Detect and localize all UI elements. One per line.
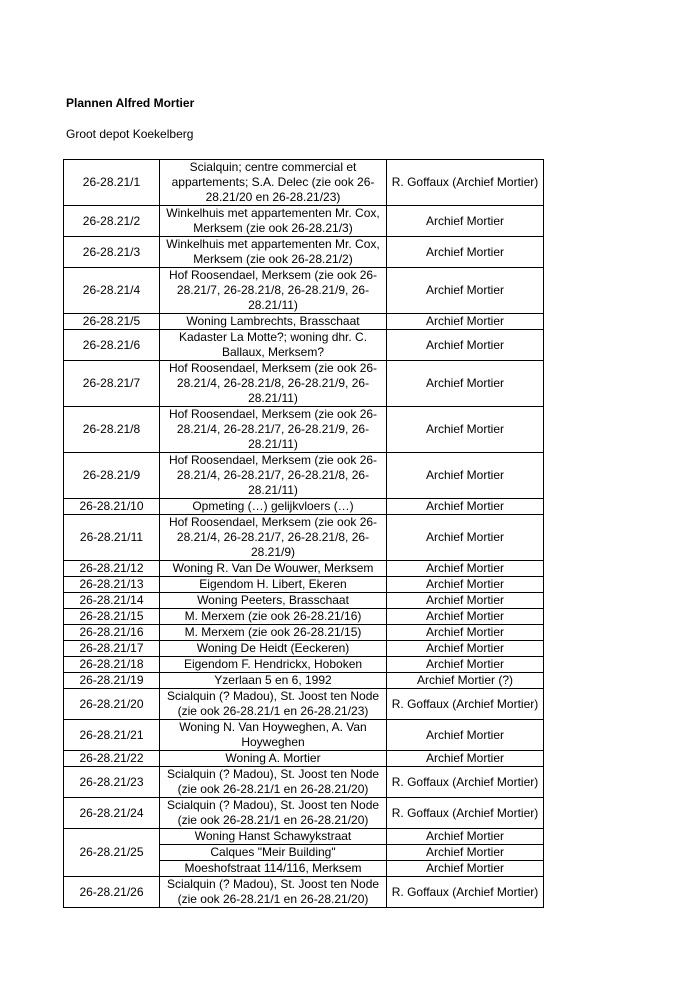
plan-description: M. Merxem (zie ook 26-28.21/16) (160, 609, 387, 625)
table-row (64, 767, 544, 798)
page-subtitle: Groot depot Koekelberg (66, 127, 194, 141)
plan-code: 26-28.21/21 (64, 720, 160, 751)
plan-code: 26-28.21/1 (64, 160, 160, 206)
plan-code: 26-28.21/20 (64, 689, 160, 720)
plan-code: 26-28.21/25 (64, 829, 160, 877)
plan-description: Scialquin (? Madou), St. Joost ten Node (zie ook 26-28.21/1 en 26-28.21/23) (160, 689, 387, 720)
plan-description: Winkelhuis met appartementen Mr. Cox, Merksem (zie ook 26-28.21/3) (160, 206, 387, 237)
plan-code: 26-28.21/26 (64, 877, 160, 908)
plan-code: 26-28.21/6 (64, 330, 160, 361)
table-row (64, 689, 544, 720)
table-row (64, 361, 544, 407)
plan-description (160, 829, 387, 877)
plan-archive: Archief Mortier (387, 609, 544, 625)
plan-description: Hof Roosendael, Merksem (zie ook 26-28.21/4, 26-28.21/7, 26-28.21/8, 26-28.21/9) (160, 515, 387, 561)
page-title: Plannen Alfred Mortier (66, 96, 195, 110)
plan-code: 26-28.21/22 (64, 751, 160, 767)
table-row (64, 798, 544, 829)
plan-archive: R. Goffaux (Archief Mortier) (387, 767, 544, 798)
plan-code: 26-28.21/19 (64, 673, 160, 689)
plan-archive: Archief Mortier (387, 268, 544, 314)
plan-archive: Archief Mortier (387, 499, 544, 515)
plan-code: 26-28.21/4 (64, 268, 160, 314)
plan-code: 26-28.21/14 (64, 593, 160, 609)
plan-code: 26-28.21/3 (64, 237, 160, 268)
table-row (64, 206, 544, 237)
plan-archive: R. Goffaux (Archief Mortier) (387, 160, 544, 206)
plan-code: 26-28.21/8 (64, 407, 160, 453)
plan-archive: Archief Mortier (387, 641, 544, 657)
plan-archive: Archief Mortier (387, 720, 544, 751)
plan-code: 26-28.21/11 (64, 515, 160, 561)
plan-description: Woning R. Van De Wouwer, Merksem (160, 561, 387, 577)
plan-archive: Archief Mortier (387, 206, 544, 237)
plan-description-line: Calques "Meir Building" (160, 845, 386, 861)
table-row (64, 593, 544, 609)
table-row (64, 453, 544, 499)
plan-description: Woning De Heidt (Eeckeren) (160, 641, 387, 657)
plan-code: 26-28.21/17 (64, 641, 160, 657)
plan-archive: Archief Mortier (387, 330, 544, 361)
plan-code: 26-28.21/9 (64, 453, 160, 499)
plan-archive: Archief Mortier (387, 361, 544, 407)
plan-code: 26-28.21/2 (64, 206, 160, 237)
table-row (64, 877, 544, 908)
plan-archive: Archief Mortier (387, 314, 544, 330)
table-row (64, 407, 544, 453)
plan-description: Hof Roosendael, Merksem (zie ook 26-28.21/4, 26-28.21/7, 26-28.21/9, 26-28.21/11) (160, 407, 387, 453)
table-row (64, 720, 544, 751)
plan-code: 26-28.21/13 (64, 577, 160, 593)
plan-description: M. Merxem (zie ook 26-28.21/15) (160, 625, 387, 641)
table-row (64, 657, 544, 673)
plan-description: Woning A. Mortier (160, 751, 387, 767)
plan-archive-line: Archief Mortier (387, 845, 543, 861)
table-row (64, 314, 544, 330)
table-row (64, 625, 544, 641)
plan-description: Scialquin (? Madou), St. Joost ten Node (zie ook 26-28.21/1 en 26-28.21/20) (160, 877, 387, 908)
plan-archive: Archief Mortier (387, 577, 544, 593)
plan-archive: Archief Mortier (387, 515, 544, 561)
plan-description: Kadaster La Motte?; woning dhr. C. Ballaux, Merksem? (160, 330, 387, 361)
table-row (64, 499, 544, 515)
plan-code: 26-28.21/12 (64, 561, 160, 577)
table-row (64, 673, 544, 689)
plan-code: 26-28.21/15 (64, 609, 160, 625)
table-row (64, 641, 544, 657)
plan-archive: Archief Mortier (387, 625, 544, 641)
plan-description: Hof Roosendael, Merksem (zie ook 26-28.21/4, 26-28.21/7, 26-28.21/8, 26-28.21/11) (160, 453, 387, 499)
plans-table (63, 159, 544, 908)
plan-archive: Archief Mortier (387, 407, 544, 453)
plan-archive: R. Goffaux (Archief Mortier) (387, 689, 544, 720)
table-row (64, 515, 544, 561)
plan-archive-line: Archief Mortier (425, 861, 505, 875)
plan-description: Eigendom H. Libert, Ekeren (160, 577, 387, 593)
table-row (64, 609, 544, 625)
plan-code: 26-28.21/18 (64, 657, 160, 673)
table-row (64, 751, 544, 767)
plan-archive-line: Archief Mortier (387, 829, 543, 845)
table-row (64, 237, 544, 268)
plan-description-line: Moeshofstraat 114/116, Merksem (184, 861, 362, 875)
table-row (64, 330, 544, 361)
plan-code: 26-28.21/16 (64, 625, 160, 641)
plan-description: Scialquin (? Madou), St. Joost ten Node (zie ook 26-28.21/1 en 26-28.21/20) (160, 798, 387, 829)
plan-archive: Archief Mortier (387, 453, 544, 499)
plan-archive: Archief Mortier (387, 751, 544, 767)
plan-description: Scialquin (? Madou), St. Joost ten Node (zie ook 26-28.21/1 en 26-28.21/20) (160, 767, 387, 798)
plans-table-body (64, 160, 544, 908)
plan-description: Woning N. Van Hoyweghen, A. Van Hoyweghen (160, 720, 387, 751)
plan-description-line: Woning Hanst Schawykstraat (160, 829, 386, 845)
plan-description: Yzerlaan 5 en 6, 1992 (160, 673, 387, 689)
plan-description: Hof Roosendael, Merksem (zie ook 26-28.21/4, 26-28.21/8, 26-28.21/9, 26-28.21/11) (160, 361, 387, 407)
plan-archive: Archief Mortier (387, 561, 544, 577)
plan-archive: Archief Mortier (387, 237, 544, 268)
plan-description: Winkelhuis met appartementen Mr. Cox, Merksem (zie ook 26-28.21/2) (160, 237, 387, 268)
plan-description: Woning Peeters, Brasschaat (160, 593, 387, 609)
table-row (64, 577, 544, 593)
plan-description: Opmeting (…) gelijkvloers (…) (160, 499, 387, 515)
plan-description: Scialquin; centre commercial et appartements; S.A. Delec (zie ook 26-28.21/20 en 26-28.21/23) (160, 160, 387, 206)
plan-archive: R. Goffaux (Archief Mortier) (387, 798, 544, 829)
plan-archive: Archief Mortier (387, 593, 544, 609)
plan-description: Eigendom F. Hendrickx, Hoboken (160, 657, 387, 673)
plan-archive: Archief Mortier (387, 657, 544, 673)
table-row (64, 829, 544, 877)
plan-code: 26-28.21/10 (64, 499, 160, 515)
plan-archive: R. Goffaux (Archief Mortier) (387, 877, 544, 908)
plan-code: 26-28.21/23 (64, 767, 160, 798)
plan-code: 26-28.21/24 (64, 798, 160, 829)
plan-description: Hof Roosendael, Merksem (zie ook 26-28.21/7, 26-28.21/8, 26-28.21/9, 26-28.21/11) (160, 268, 387, 314)
plan-description: Woning Lambrechts, Brasschaat (160, 314, 387, 330)
plan-code: 26-28.21/5 (64, 314, 160, 330)
table-row (64, 561, 544, 577)
plan-code: 26-28.21/7 (64, 361, 160, 407)
plan-archive (387, 829, 544, 877)
table-row (64, 160, 544, 206)
plan-archive: Archief Mortier (?) (387, 673, 544, 689)
table-row (64, 268, 544, 314)
